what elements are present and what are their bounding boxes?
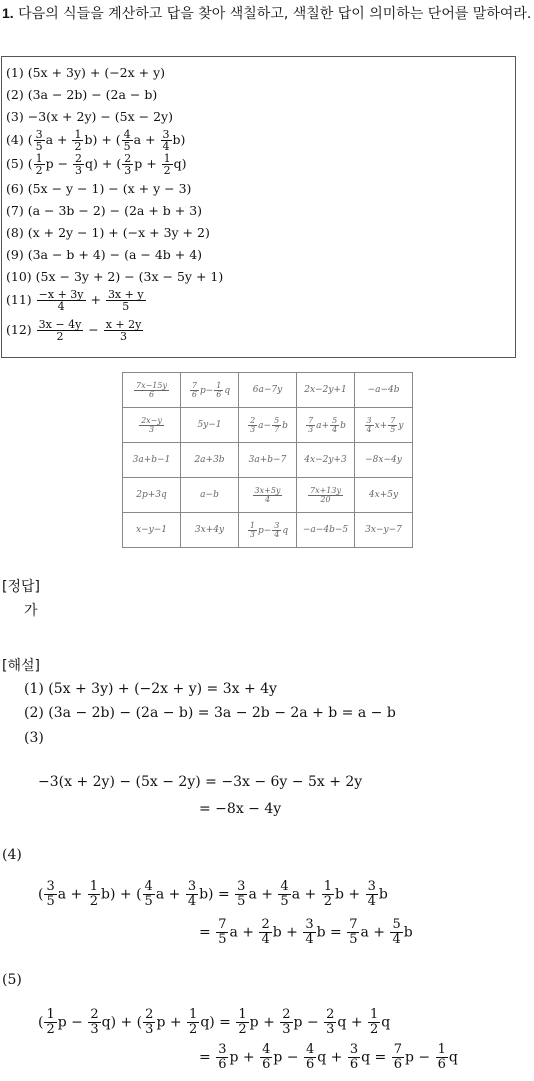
answer-row (123, 513, 413, 548)
fraction-numerator: 2 (75, 152, 83, 165)
answer-cell (355, 408, 413, 443)
expr-part: q) (173, 156, 187, 171)
fraction-numerator: x + 2y (105, 318, 142, 331)
expr-part: q (224, 385, 231, 396)
question-number: 1. (2, 5, 14, 21)
problem-item (6, 319, 144, 342)
fraction (162, 153, 173, 176)
fraction-denominator: 20 (320, 494, 331, 504)
fraction (248, 522, 257, 539)
fraction-numerator: 4 (123, 128, 131, 141)
fraction (161, 129, 172, 152)
fraction-numerator: 3 (162, 128, 170, 141)
answer-cell: 6a−7y (239, 373, 297, 408)
fraction-denominator: 4 (274, 529, 280, 539)
fraction-denominator: 5 (122, 300, 130, 313)
answer-cell: 2a+3b (181, 443, 239, 478)
fraction-denominator: 3 (75, 164, 83, 177)
fraction-numerator: 2 (124, 152, 132, 165)
fraction-numerator: 3 (35, 128, 43, 141)
expr-part: q) + ( (85, 156, 122, 171)
answer-cell (239, 513, 297, 548)
fraction (34, 153, 45, 176)
operator: + (86, 292, 105, 307)
fraction (37, 319, 84, 342)
fraction (122, 153, 133, 176)
fraction (106, 289, 146, 312)
fraction-denominator: 3 (308, 424, 314, 434)
fraction-numerator: 1 (74, 128, 82, 141)
problem-number: (2) (6, 87, 24, 102)
expr-part: a + (45, 132, 72, 147)
problem-number: (8) (6, 225, 24, 240)
expr-part: b (282, 420, 288, 431)
fraction-denominator: 6 (191, 389, 197, 399)
solution-4-label: (4) (2, 847, 22, 863)
operator: − (84, 322, 103, 337)
fraction (73, 153, 84, 176)
fraction-numerator: 7 (191, 380, 197, 390)
fraction-numerator: 1 (249, 520, 255, 530)
expr-part: b) (172, 132, 186, 147)
answer-cell: 4x+5y (355, 478, 413, 513)
solution-4-line2: = $\frac{7}{5}$ a + $\frac{2}{4}$ b + $\frac{3}{4}$ b = $\frac{7}{5}$ a + $\frac{5}{4}$ b (199, 917, 413, 947)
problem-item (6, 289, 147, 312)
problem-item (6, 153, 187, 176)
problem-expression: (a − 3b − 2) − (2a + b + 3) (27, 203, 203, 218)
expr-part: b (340, 420, 346, 431)
problem-item (6, 269, 223, 284)
problem-number: (1) (6, 65, 24, 80)
answer-cell: −8x−4y (355, 443, 413, 478)
answer-cell: 3a+b−7 (239, 443, 297, 478)
expr-part: x+ (374, 420, 388, 431)
problem-expression: (5x − 3y + 2) − (3x − 5y + 1) (35, 269, 224, 284)
answer-cell (123, 373, 181, 408)
fraction (388, 417, 397, 434)
answer-cell: a−b (181, 478, 239, 513)
fraction-denominator: 3 (249, 529, 255, 539)
problem-number: (6) (6, 181, 24, 196)
fraction-numerator: 3 (274, 520, 280, 530)
answer-cell (239, 408, 297, 443)
fraction (34, 129, 45, 152)
fraction (365, 417, 374, 434)
problem-expression: (3a − b + 4) − (a − 4b + 4) (27, 247, 203, 262)
fraction-denominator: 4 (162, 140, 170, 153)
fraction-denominator: 4 (366, 424, 372, 434)
problem-number: (7) (6, 203, 24, 218)
expr-part: b) + ( (84, 132, 121, 147)
fraction (272, 522, 281, 539)
fraction-denominator: 6 (148, 389, 155, 399)
fraction (253, 487, 283, 504)
solution-5-label: (5) (2, 972, 22, 988)
answer-cell: 3x−y−7 (355, 513, 413, 548)
problem-item (6, 109, 173, 124)
answer-cell (239, 478, 297, 513)
solution-4-line1: ( $\frac{3}{5}$ a + $\frac{1}{2}$ b) + ( $\frac{4}{5}$ a + $\frac{3}{4}$ b) = $\frac{3}{5}$ a + $\frac{4}{5}$ a + $\frac{1}{2}$ b + $\frac{3}{4}$ b (38, 879, 388, 909)
expr-part: p + (134, 156, 161, 171)
answer-row (123, 408, 413, 443)
answer-cell: −a−4b (355, 373, 413, 408)
fraction-denominator: 4 (57, 300, 65, 313)
expr-part: a+ (316, 420, 330, 431)
answer-cell: 3x+4y (181, 513, 239, 548)
problem-expression: (x + 2y − 1) + (−x + 3y + 2) (27, 225, 210, 240)
fraction (122, 129, 133, 152)
fraction-denominator: 5 (390, 424, 396, 434)
fraction-numerator: 2x−y (141, 415, 162, 425)
problem-number: (3) (6, 109, 24, 124)
fraction-denominator: 2 (56, 330, 64, 343)
fraction-numerator: 1 (163, 152, 171, 165)
answer-table (122, 372, 413, 548)
expr-part: q (282, 525, 289, 536)
problem-number: (10) (6, 269, 32, 284)
problem-item (6, 247, 202, 262)
fraction (214, 382, 223, 399)
problem-item (6, 65, 165, 80)
problem-item (6, 181, 191, 196)
answer-cell: 4x−2y+3 (297, 443, 355, 478)
expr-part: p − (45, 156, 73, 171)
fraction-numerator: 1 (216, 380, 222, 390)
fraction-denominator: 5 (35, 140, 43, 153)
problem-expression: −3(x + 2y) − (5x − 2y) (27, 109, 173, 124)
answer-cell: 2x−2y+1 (297, 373, 355, 408)
fraction-denominator: 4 (332, 424, 338, 434)
answer-cell: −a−4b−5 (297, 513, 355, 548)
fraction-numerator: 3x+5y (254, 485, 281, 495)
fraction-denominator: 4 (264, 494, 271, 504)
fraction (104, 319, 144, 342)
solution-label: [해설] (2, 658, 40, 674)
fraction-numerator: 3 (366, 415, 372, 425)
expr-part: ( (27, 156, 33, 171)
fraction-numerator: 7x+13y (309, 485, 341, 495)
fraction-numerator: 7 (390, 415, 396, 425)
expr-part: y (398, 420, 404, 431)
fraction-denominator: 5 (123, 140, 131, 153)
problem-item (6, 87, 157, 102)
fraction (272, 417, 281, 434)
problem-item (6, 225, 210, 240)
answer-cell: 2p+3q (123, 478, 181, 513)
fraction (190, 382, 199, 399)
question-text (2, 2, 532, 25)
solution-3-line1: −3(x + 2y) − (5x − 2y) = −3x − 6y − 5x + 2y (38, 774, 363, 790)
fraction-denominator: 7 (274, 424, 280, 434)
problem-number: (12) (6, 322, 32, 337)
fraction-numerator: 5 (274, 415, 280, 425)
answer-cell: x−y−1 (123, 513, 181, 548)
answer-label: [정답] (2, 579, 40, 595)
question-body: 다음의 식들을 계산하고 답을 찾아 색칠하고, 색칠한 답이 의미하는 단어를 말하여라. (18, 6, 532, 22)
fraction-denominator: 3 (120, 330, 128, 343)
fraction (72, 129, 83, 152)
fraction (139, 417, 164, 434)
solution-1: (1) (5x + 3y) + (−2x + y) = 3x + 4y (24, 681, 277, 697)
solution-5-line2: = $\frac{3}{6}$ p + $\frac{4}{6}$ p − $\frac{4}{6}$ q + $\frac{3}{6}$ q = $\frac{7}{6}$ p − $\frac{1}{6}$ q (199, 1042, 458, 1072)
answer-row (123, 478, 413, 513)
expr-part: ( (27, 132, 33, 147)
fraction (330, 417, 339, 434)
fraction (134, 382, 169, 399)
fraction (308, 487, 343, 504)
problem-number: (5) (6, 156, 24, 171)
fraction-denominator: 2 (163, 164, 171, 177)
fraction-numerator: −x + 3y (38, 288, 84, 301)
answer-cell (181, 373, 239, 408)
expr-part: a + (133, 132, 160, 147)
solution-5-line1: ( $\frac{1}{2}$ p − $\frac{2}{3}$ q) + ( $\frac{2}{3}$ p + $\frac{1}{2}$ q) = $\frac{1}{2}$ p + $\frac{2}{3}$ p − $\frac{2}{3}$ q + $\frac{1}{2}$ q (38, 1007, 391, 1037)
expr-part: a− (258, 420, 272, 431)
answer-value: 가 (24, 603, 38, 619)
fraction-numerator: 7x−15y (135, 380, 167, 390)
problem-expression: (3a − 2b) − (2a − b) (27, 87, 158, 102)
answer-row (123, 373, 413, 408)
fraction-numerator: 1 (35, 152, 43, 165)
fraction-numerator: 5 (332, 415, 338, 425)
problem-item (6, 129, 185, 152)
fraction (37, 289, 86, 312)
fraction-denominator: 2 (35, 164, 43, 177)
problem-item (6, 203, 202, 218)
answer-cell (297, 408, 355, 443)
expr-part: p− (257, 525, 272, 536)
problem-expression: (5x + 3y) + (−2x + y) (27, 65, 166, 80)
fraction-numerator: 3x + y (107, 288, 144, 301)
problem-number: (11) (6, 292, 32, 307)
problem-number: (4) (6, 132, 24, 147)
answer-cell (297, 478, 355, 513)
answer-cell: 5y−1 (181, 408, 239, 443)
problem-expression: (5x − y − 1) − (x + y − 3) (27, 181, 192, 196)
fraction-denominator: 3 (250, 424, 256, 434)
fraction (306, 417, 315, 434)
fraction-denominator: 3 (148, 424, 155, 434)
fraction-numerator: 3x − 4y (38, 318, 82, 331)
fraction-denominator: 2 (74, 140, 82, 153)
expr-part: p− (199, 385, 214, 396)
fraction-denominator: 3 (124, 164, 132, 177)
fraction-numerator: 7 (308, 415, 314, 425)
solution-3-label: (3) (24, 730, 44, 746)
answer-cell: 3a+b−1 (123, 443, 181, 478)
answer-cell (123, 408, 181, 443)
solution-3-line2: = −8x − 4y (199, 801, 282, 817)
solution-2: (2) (3a − 2b) − (2a − b) = 3a − 2b − 2a + b = a − b (24, 705, 396, 721)
fraction-denominator: 6 (216, 389, 222, 399)
problem-number: (9) (6, 247, 24, 262)
answer-row (123, 443, 413, 478)
fraction-numerator: 2 (250, 415, 256, 425)
fraction (248, 417, 257, 434)
problems-box (1, 56, 516, 358)
